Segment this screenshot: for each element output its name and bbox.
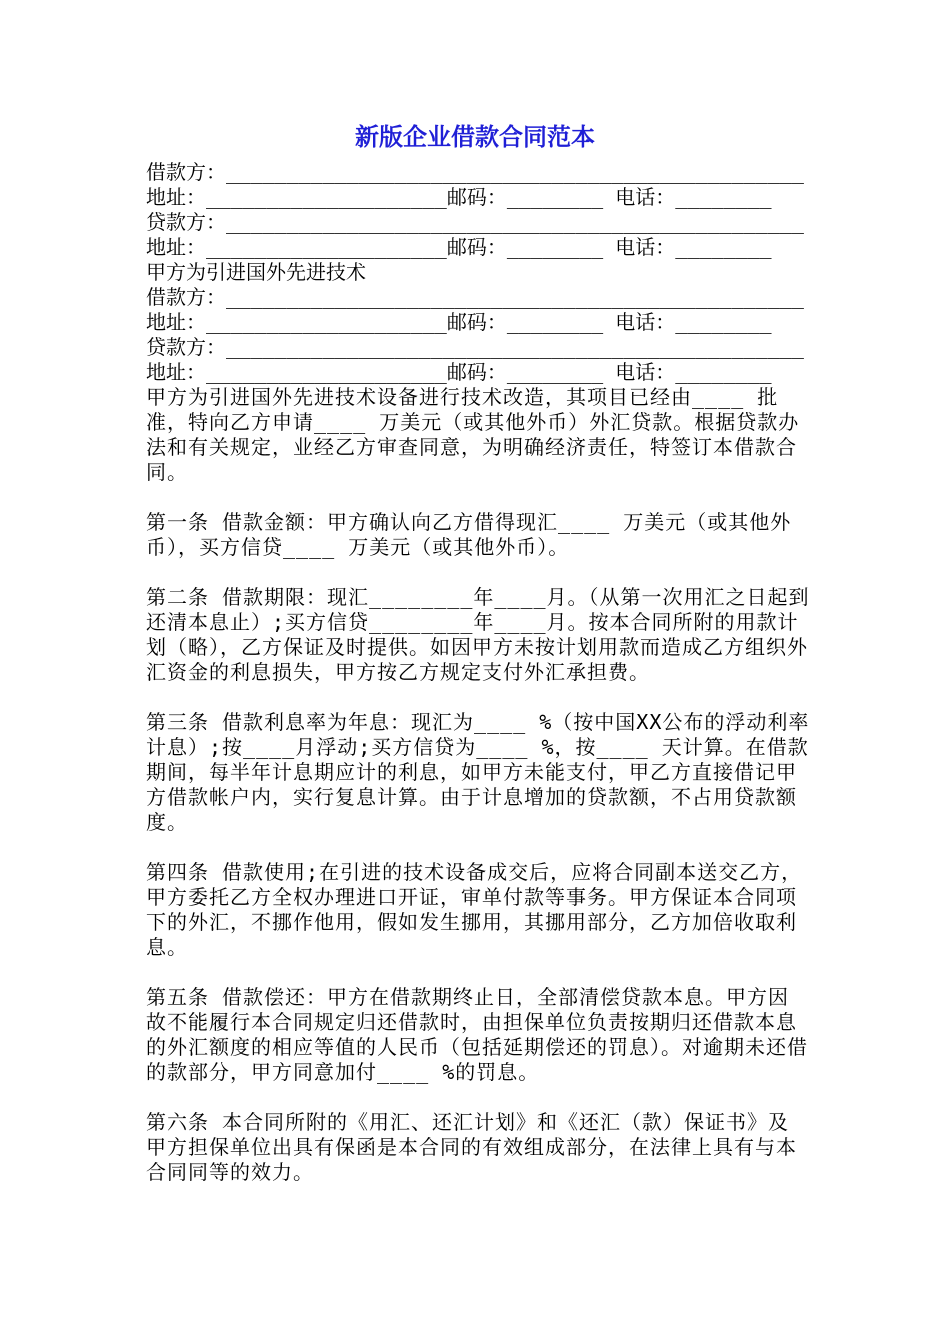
article-4: 第四条 借款使用;在引进的技术设备成交后，应将合同副本送交乙方，甲方委托乙方全权办理进口开证，审单付款等事务。甲方保证本合同项下的外汇，不挪作他用，假如发生挪用，其挪用部分，乙方加倍收取利息。: [146, 860, 803, 959]
document-title: 新版企业借款合同范本: [355, 123, 595, 151]
paragraph-spacer: [146, 1085, 810, 1110]
article-1: 第一条 借款金额：甲方确认向乙方借得现汇____ 万美元（或其他外币），买方信贷____ 万美元（或其他外币）。: [146, 510, 792, 559]
intro-fragment-line: 甲方为引进国外先进技术: [146, 260, 366, 284]
paragraph-spacer: [146, 960, 810, 985]
intro-paragraph: 甲方为引进国外先进技术设备进行技术改造，其项目已经由____ 批准，特向乙方申请____ 万美元（或其他外币）外汇贷款。根据贷款办法和有关规定，业经乙方审查同意，为明确经济责任，特签订本借款合同。: [146, 385, 800, 484]
paragraph-spacer: [146, 835, 810, 860]
article-6: 第六条 本合同所附的《用汇、还汇计划》和《还汇（款）保证书》及甲方担保单位出具有保函是本合同的有效组成部分，在法律上具有与本合同同等的效力。: [146, 1110, 797, 1184]
paragraph-spacer: [146, 560, 810, 585]
borrower-address-line: 地址：____________________邮码：________ 电话：________: [146, 185, 772, 209]
borrower-line: 借款方：________________________________________________: [146, 285, 804, 309]
paragraph-spacer: [146, 685, 810, 710]
document-body: [146, 160, 810, 1185]
lender-address-line: 地址：____________________邮码：________ 电话：________: [146, 235, 772, 259]
lender-line: 贷款方：________________________________________________: [146, 335, 804, 359]
borrower-line: 借款方：________________________________________________: [146, 160, 804, 184]
paragraph-spacer: [146, 485, 810, 510]
article-5: 第五条 借款偿还：甲方在借款期终止日，全部清偿贷款本息。甲方因故不能履行本合同规定归还借款时，由担保单位负责按期归还借款本息的外汇额度的相应等值的人民币（包括延期偿还的罚息）。对逾期未还借的款部分，甲方同意加付____ %的罚息。: [146, 985, 808, 1084]
article-3: 第三条 借款利息率为年息：现汇为____ %（按中国XX公布的浮动利率计息）;按____月浮动;买方信贷为____ %，按____ 天计算。在借款期间，每半年计息期应计的利息，如甲方未能支付，甲乙方直接借记甲方借款帐户内，实行复息计算。由于计息增加的贷款额，不占用贷款额度。: [146, 710, 810, 834]
borrower-address-line: 地址：____________________邮码：________ 电话：________: [146, 310, 772, 334]
lender-address-line: 地址：____________________邮码：________ 电话：________: [146, 360, 772, 384]
lender-line: 贷款方：________________________________________________: [146, 210, 804, 234]
article-2: 第二条 借款期限：现汇________年____月。（从第一次用汇之日起到还清本息止）;买方信贷________年____月。按本合同所附的用款计划（略），乙方保证及时提供。如因甲方未按计划用款而造成乙方组织外汇资金的利息损失，甲方按乙方规定支付外汇承担费。: [146, 585, 810, 684]
